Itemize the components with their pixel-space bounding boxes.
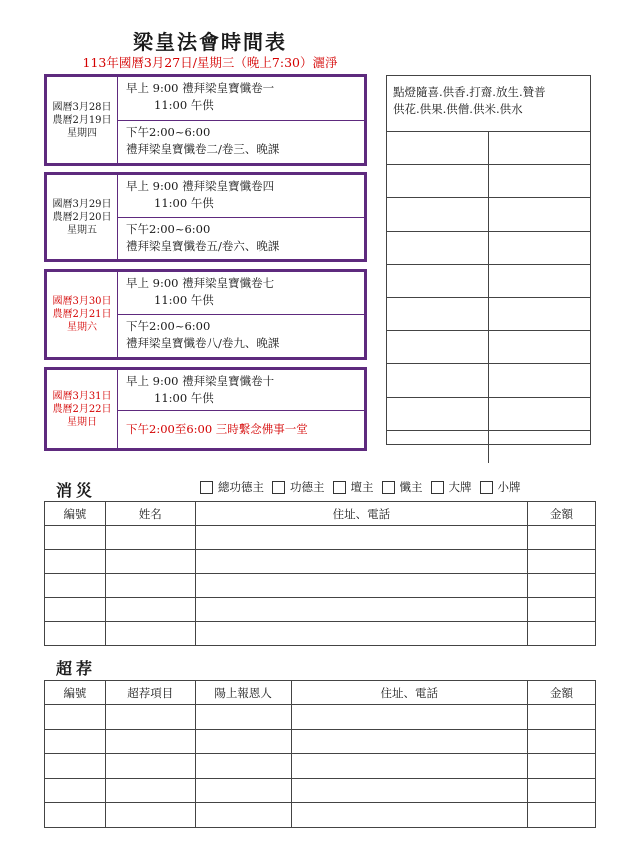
cell-benefactor[interactable] [195,754,291,779]
cell-item[interactable] [105,705,195,730]
lunch-offering-line: 11:00 午供 [154,98,214,112]
afternoon-detail: 禮拜梁皇寶懺卷八/卷九、晚課 [126,336,280,350]
cell-address-phone[interactable] [195,598,527,622]
cell-number[interactable] [45,526,106,550]
offerings-line-2: 供花.供果.供僧.供米.供水 [393,102,523,116]
col-header-number: 編號 [45,502,106,526]
cell-address-phone[interactable] [291,729,528,754]
cell-number[interactable] [45,803,106,828]
lunch-offering-line: 11:00 午供 [154,391,214,405]
table-row [45,526,596,550]
option-merit-sponsor[interactable] [272,479,325,495]
xiaozai-form-table [44,501,596,646]
option-label: 功德主 [290,480,325,494]
offerings-row [387,231,590,264]
table-header-row [45,502,596,526]
cell-benefactor[interactable] [195,803,291,828]
table-row [45,754,596,779]
cell-amount[interactable] [528,574,596,598]
afternoon-time: 下午2:00~6:00 [126,124,211,139]
offering-cell[interactable] [489,165,591,198]
morning-session [118,175,364,218]
offering-cell[interactable] [489,331,591,364]
cell-name[interactable] [105,598,195,622]
table-row [45,705,596,730]
weekday: 星期六 [67,322,97,333]
morning-line: 早上 9:00 禮拜梁皇寶懺卷七 [126,276,275,290]
cell-number[interactable] [45,574,106,598]
chaojian-section-title: 超荐 [56,659,97,678]
cell-name[interactable] [105,574,195,598]
offering-cell[interactable] [387,165,489,198]
afternoon-time: 下午2:00~6:00 [126,221,211,236]
cell-name[interactable] [105,526,195,550]
option-altar-sponsor[interactable] [333,479,374,495]
cell-address-phone[interactable] [195,574,527,598]
option-large-tablet[interactable] [431,479,472,495]
checkbox-icon[interactable] [200,481,213,494]
afternoon-time: 下午2:00~6:00 [126,319,211,333]
option-label: 懺主 [399,480,423,494]
col-header-address-phone: 住址、電話 [195,502,527,526]
offering-cell[interactable] [489,364,591,397]
cell-benefactor[interactable] [195,778,291,803]
cell-amount[interactable] [528,526,596,550]
xiaozai-section-title: 消災 [56,481,97,500]
afternoon-session [118,218,364,260]
option-label: 總功德主 [218,480,264,494]
table-row [45,550,596,574]
offering-cell[interactable] [387,364,489,397]
offerings-row [387,165,590,198]
option-label: 壇主 [350,480,374,494]
cell-number[interactable] [45,705,106,730]
weekday: 星期四 [67,127,97,139]
cell-amount[interactable] [528,550,596,574]
cell-benefactor[interactable] [195,729,291,754]
cell-benefactor[interactable] [195,705,291,730]
lunar-date: 農曆2月20日 [52,211,112,223]
cell-number[interactable] [45,754,106,779]
table-row [45,622,596,646]
cell-name[interactable] [105,550,195,574]
offering-cell[interactable] [489,198,591,231]
cell-number[interactable] [45,778,106,803]
cell-amount[interactable] [528,705,596,730]
offerings-row [387,331,590,364]
offering-cell[interactable] [489,231,591,264]
lunar-date: 農曆2月19日 [52,114,112,126]
table-row [45,598,596,622]
afternoon-ceremony: 下午2:00至6:00 三時繫念佛事一堂 [126,422,308,436]
day-date [47,272,118,357]
page-title: 梁皇法會時間表 [133,30,287,54]
cell-item[interactable] [105,803,195,828]
offering-cell[interactable] [387,430,489,463]
checkbox-icon[interactable] [431,481,444,494]
offering-cell[interactable] [489,264,591,297]
lunar-date: 農曆2月22日 [52,403,112,415]
lunch-offering-line: 11:00 午供 [154,196,214,210]
offering-cell[interactable] [387,297,489,330]
afternoon-session [118,121,364,164]
lunch-offering-line: 11:00 午供 [154,293,214,307]
table-row [45,803,596,828]
offerings-row [387,430,590,463]
cell-address-phone[interactable] [291,803,528,828]
option-small-tablet[interactable] [480,479,521,495]
day-block-3 [44,269,367,360]
offering-cell[interactable] [387,264,489,297]
cell-number[interactable] [45,729,106,754]
offerings-row [387,397,590,430]
cell-name[interactable] [105,622,195,646]
cell-address-phone[interactable] [291,705,528,730]
cell-address-phone[interactable] [195,550,527,574]
morning-line: 早上 9:00 禮拜梁皇寶懺卷一 [126,81,275,95]
option-repentance-sponsor[interactable] [382,479,423,495]
table-row [45,574,596,598]
morning-session [118,272,364,315]
offering-cell[interactable] [387,331,489,364]
col-header-address-phone: 住址、電話 [291,681,528,705]
weekday: 星期日 [67,416,97,428]
lunar-date: 農曆2月21日 [52,309,112,320]
offerings-row [387,364,590,397]
day-date [47,77,118,163]
morning-session [118,77,364,121]
afternoon-detail: 禮拜梁皇寶懺卷二/卷三、晚課 [126,141,280,156]
cell-item[interactable] [105,778,195,803]
day-block-4 [44,367,367,451]
offerings-row [387,132,590,165]
option-label: 大牌 [448,480,472,494]
day-date [47,175,118,259]
offering-cell[interactable] [387,132,489,165]
gregorian-date: 國曆3月31日 [52,390,112,402]
col-header-number: 編號 [45,681,106,705]
cell-amount[interactable] [528,778,596,803]
cell-amount[interactable] [528,729,596,754]
day-block-1 [44,74,367,166]
gregorian-date: 國曆3月30日 [52,296,112,307]
offering-cell[interactable] [489,430,591,463]
offerings-row [387,264,590,297]
cell-amount[interactable] [528,803,596,828]
offering-cell[interactable] [489,132,591,165]
offerings-header [387,76,590,132]
cell-item[interactable] [105,754,195,779]
chaojian-form-table [44,680,596,828]
cell-number[interactable] [45,550,106,574]
offerings-grid [387,132,590,463]
offering-cell[interactable] [489,297,591,330]
checkbox-icon[interactable] [333,481,346,494]
page-subtitle: 113年國曆3月27日/星期三（晚上7:30）灑淨 [82,55,338,70]
afternoon-session [118,411,364,448]
offering-cell[interactable] [387,397,489,430]
cell-amount[interactable] [528,622,596,646]
gregorian-date: 國曆3月29日 [52,198,112,210]
cell-item[interactable] [105,729,195,754]
cell-number[interactable] [45,622,106,646]
sponsor-options [200,479,521,495]
morning-line: 早上 9:00 禮拜梁皇寶懺卷十 [126,374,275,388]
cell-address-phone[interactable] [291,778,528,803]
day-date [47,370,118,448]
col-header-living-benefactor: 陽上報恩人 [195,681,291,705]
morning-line: 早上 9:00 禮拜梁皇寶懺卷四 [126,179,275,193]
offerings-line-1: 點燈隨喜.供香.打齋.放生.贊普 [393,85,546,99]
cell-address-phone[interactable] [195,526,527,550]
option-label: 小牌 [497,480,521,494]
cell-amount[interactable] [528,754,596,779]
checkbox-icon[interactable] [382,481,395,494]
checkbox-icon[interactable] [272,481,285,494]
offering-cell[interactable] [489,397,591,430]
table-row [45,729,596,754]
checkbox-icon[interactable] [480,481,493,494]
offering-cell[interactable] [387,198,489,231]
cell-number[interactable] [45,598,106,622]
offerings-box [386,75,591,445]
col-header-amount: 金額 [528,681,596,705]
afternoon-session [118,315,364,357]
col-header-deliverance-item: 超荐項目 [105,681,195,705]
offering-cell[interactable] [387,231,489,264]
morning-session [118,370,364,411]
offerings-row [387,297,590,330]
col-header-amount: 金額 [528,502,596,526]
table-row [45,778,596,803]
table-header-row [45,681,596,705]
cell-amount[interactable] [528,598,596,622]
option-general-merit-sponsor[interactable] [200,479,264,495]
offerings-row [387,198,590,231]
cell-address-phone[interactable] [195,622,527,646]
day-block-2 [44,172,367,262]
afternoon-detail: 禮拜梁皇寶懺卷五/卷六、晚課 [126,238,280,253]
cell-address-phone[interactable] [291,754,528,779]
col-header-name: 姓名 [105,502,195,526]
gregorian-date: 國曆3月28日 [52,101,112,113]
weekday: 星期五 [67,224,97,236]
